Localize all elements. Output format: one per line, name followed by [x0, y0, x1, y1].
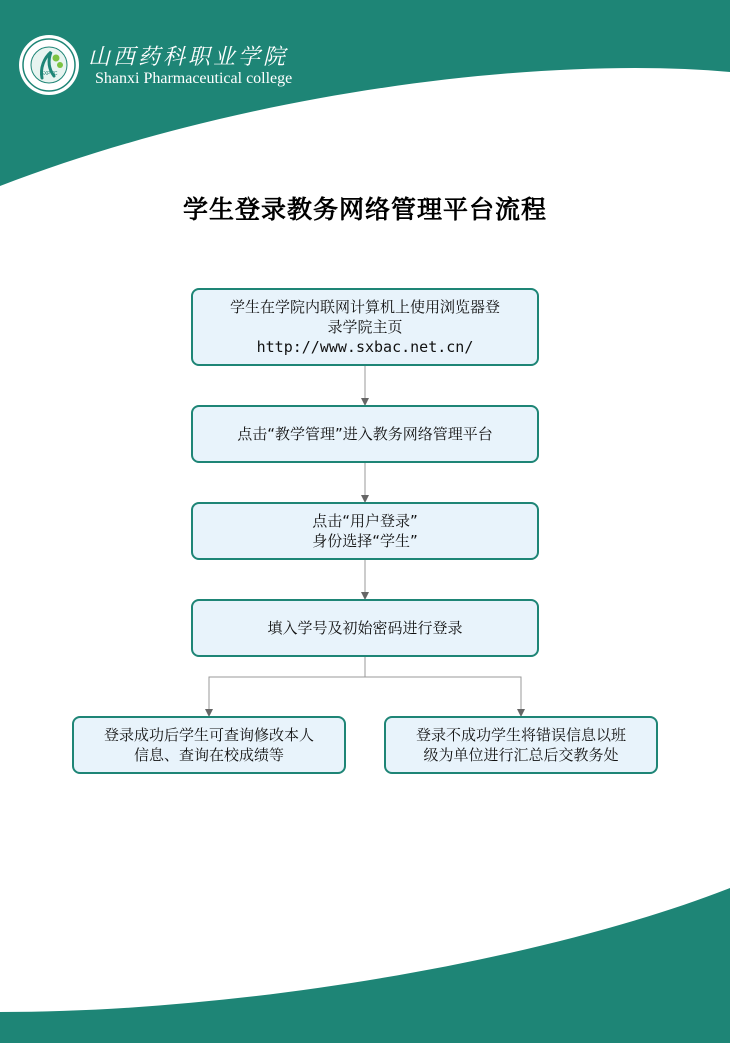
step-1-line-2: 录学院主页 [327, 318, 403, 336]
college-name-cn: 山西药科职业学院 [88, 45, 289, 70]
step-2-box [191, 405, 539, 463]
seal-text: SXPVC [40, 71, 58, 77]
outcome-failure-line-1: 登录不成功学生将错误信息以班 [415, 726, 626, 744]
page-title: 学生登录教务网络管理平台流程 [182, 195, 547, 224]
outcome-failure-line-2: 级为单位进行汇总后交教务处 [423, 746, 619, 764]
step-3-line-2: 身份选择“学生” [312, 532, 418, 550]
step-1-line-1: 学生在学院内联网计算机上使用浏览器登 [229, 298, 500, 316]
college-name-en: Shanxi Pharmaceutical college [95, 70, 293, 87]
outcome-success-line-2: 信息、查询在校成绩等 [133, 746, 284, 764]
step-2-line-1: 点击“教学管理”进入教务网络管理平台 [237, 425, 493, 443]
college-logo-seal [18, 34, 80, 96]
header-band [0, 0, 730, 186]
step-3-line-1: 点击“用户登录” [312, 512, 418, 530]
step-3-box [191, 502, 539, 560]
step-4-line-1: 填入学号及初始密码进行登录 [267, 619, 463, 637]
step-4-box [191, 599, 539, 657]
step-1-box [191, 288, 539, 366]
outcome-failure-box [384, 716, 658, 774]
footer-band [0, 888, 730, 1043]
outcome-success-box [72, 716, 346, 774]
outcome-success-line-1: 登录成功后学生可查询修改本人 [103, 726, 314, 744]
step-1-url: http://www.sxbac.net.cn/ [256, 338, 474, 356]
